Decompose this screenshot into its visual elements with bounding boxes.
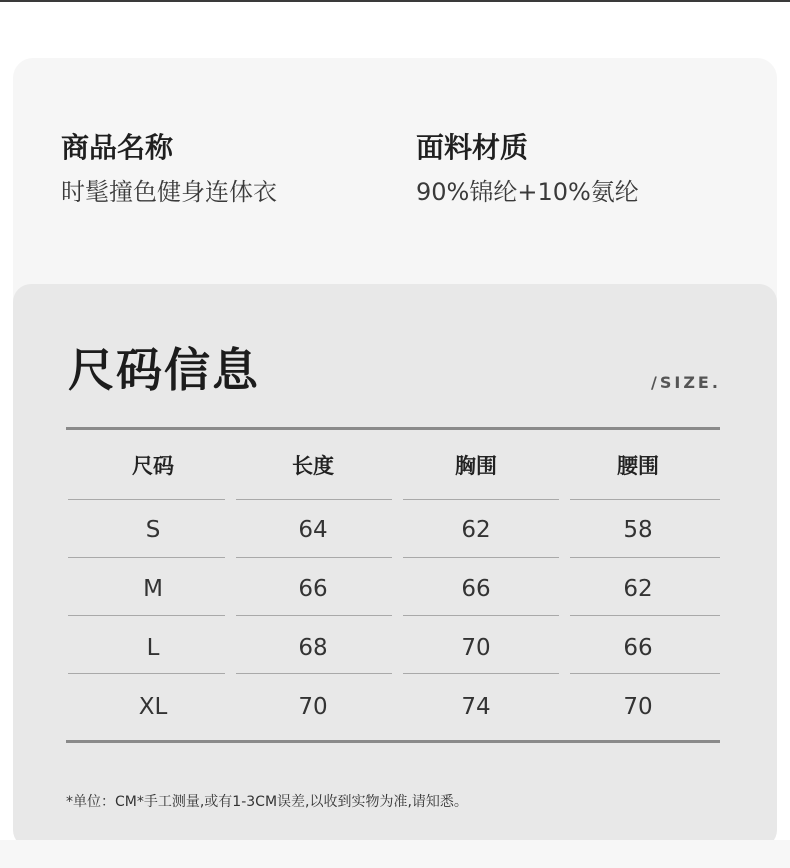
row-separator bbox=[403, 557, 559, 558]
row-separator bbox=[570, 499, 720, 500]
top-divider bbox=[0, 0, 790, 2]
product-name-block bbox=[61, 130, 277, 208]
row-separator bbox=[570, 615, 720, 616]
table-top-rule bbox=[66, 427, 720, 430]
row-separator bbox=[68, 615, 225, 616]
row-separator bbox=[68, 499, 225, 500]
row-separator bbox=[570, 673, 720, 674]
table-cell: M bbox=[143, 576, 163, 602]
table-header-waist: 腰围 bbox=[617, 454, 659, 478]
row-separator bbox=[236, 499, 392, 500]
table-header-size: 尺码 bbox=[132, 454, 174, 478]
row-separator bbox=[403, 615, 559, 616]
measurement-note: *单位：CM*手工测量,或有1-3CM误差,以收到实物为准,请知悉。 bbox=[66, 794, 468, 810]
row-separator bbox=[236, 557, 392, 558]
size-title: 尺码信息 bbox=[68, 343, 260, 397]
table-cell: 66 bbox=[298, 576, 328, 602]
row-separator bbox=[570, 557, 720, 558]
row-separator bbox=[403, 673, 559, 674]
page-bottom-band bbox=[0, 840, 790, 868]
row-separator bbox=[68, 673, 225, 674]
table-cell: 58 bbox=[623, 517, 653, 543]
table-cell: 70 bbox=[298, 694, 328, 720]
product-name-value: 时髦撞色健身连体衣 bbox=[61, 178, 277, 206]
row-separator bbox=[236, 673, 392, 674]
row-separator bbox=[403, 499, 559, 500]
fabric-value: 90%锦纶+10%氨纶 bbox=[416, 178, 639, 206]
fabric-label: 面料材质 bbox=[416, 131, 529, 164]
table-cell: 70 bbox=[623, 694, 653, 720]
table-cell: 62 bbox=[461, 517, 491, 543]
fabric-block bbox=[416, 130, 639, 208]
table-cell: L bbox=[146, 635, 160, 661]
table-bottom-rule bbox=[66, 740, 720, 743]
size-info-card bbox=[13, 284, 777, 848]
size-subtitle: /SIZE. bbox=[651, 373, 721, 392]
table-cell: S bbox=[145, 517, 161, 543]
table-cell: 70 bbox=[461, 635, 491, 661]
table-cell: 66 bbox=[623, 635, 653, 661]
row-separator bbox=[68, 557, 225, 558]
table-cell: 66 bbox=[461, 576, 491, 602]
table-cell: XL bbox=[138, 694, 168, 720]
table-header-length: 长度 bbox=[292, 454, 334, 478]
product-name-label: 商品名称 bbox=[61, 131, 174, 164]
table-cell: 62 bbox=[623, 576, 653, 602]
table-cell: 64 bbox=[298, 517, 328, 543]
table-cell: 74 bbox=[461, 694, 491, 720]
table-cell: 68 bbox=[298, 635, 328, 661]
table-header-chest: 胸围 bbox=[455, 454, 497, 478]
row-separator bbox=[236, 615, 392, 616]
